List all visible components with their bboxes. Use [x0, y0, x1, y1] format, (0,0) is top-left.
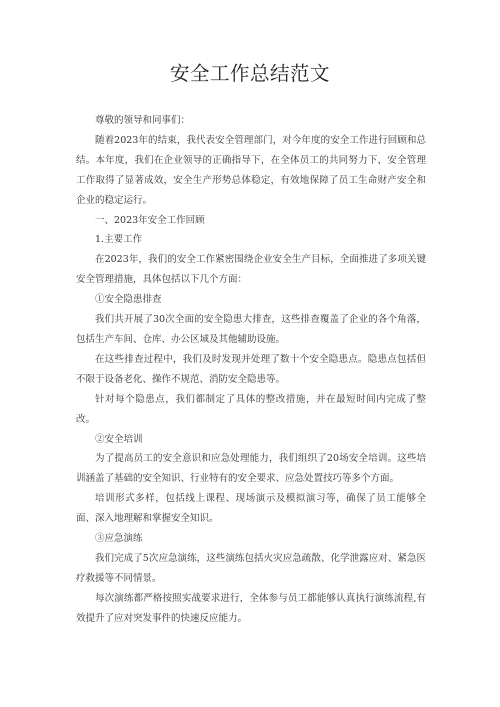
item-heading-drill: ③应急演练 [95, 533, 143, 545]
paragraph-hazard-check-1: 我们共开展了30次全面的安全隐患大排查，这些排查覆盖了企业的各个角落，包括生产车间、仓库、办公区域及其他辅助设施。 [76, 314, 426, 345]
paragraph-drill-1: 我们完成了5次应急演练，这些演练包括火灾应急疏散、化学泄露应对、紧急医疗救援等不同情景。 [76, 552, 426, 584]
document-title: 安全工作总结范文 [169, 62, 330, 85]
greeting: 尊敬的领导和同事们： [95, 115, 191, 126]
paragraph-main-work: 在2023年，我们的安全工作紧密围绕企业安全生产目标，全面推进了多项关键安全管理措施，具体包括以下几个方面： [76, 254, 426, 286]
document-body [76, 111, 426, 629]
item-heading-training: ②安全培训 [95, 433, 143, 445]
paragraph-intro: 随着2023年的结束，我代表安全管理部门，对今年度的安全工作进行回顾和总结。本年度，我们在企业领导的正确指导下，在全体员工的共同努力下，安全管理工作取得了显著成效，安全生产形势总体稳定，有效地保障了员工生命财产安全和企业的稳定运行。 [76, 134, 426, 206]
paragraph-hazard-check-2: 在这些排查过程中，我们及时发现并处理了数十个安全隐患点。隐患点包括但不限于设备老化、操作不规范、消防安全隐患等。 [76, 353, 426, 385]
subsection-heading-main-work: 1.主要工作 [95, 234, 143, 246]
paragraph-hazard-check-3: 针对每个隐患点，我们都制定了具体的整改措施，并在最短时间内完成了整改。 [76, 393, 426, 425]
paragraph-drill-2: 每次演练都严格按照实战要求进行，全体参与员工都能够认真执行演练流程,有效提升了应对突发事件的快速反应能力。 [76, 592, 426, 624]
section-heading-review: 一、2023年安全工作回顾 [95, 214, 205, 226]
paragraph-training-2: 培训形式多样，包括线上课程、现场演示及模拟演习等，确保了员工能够全面、深入地理解和掌握安全知识。 [76, 493, 426, 525]
item-heading-hazard-check: ①安全隐患排查 [95, 294, 162, 306]
paragraph-training-1: 为了提高员工的安全意识和应急处理能力，我们组织了20场安全培训。这些培训涵盖了基础的安全知识、行业特有的安全要求、应急处置技巧等多个方面。 [76, 453, 426, 485]
